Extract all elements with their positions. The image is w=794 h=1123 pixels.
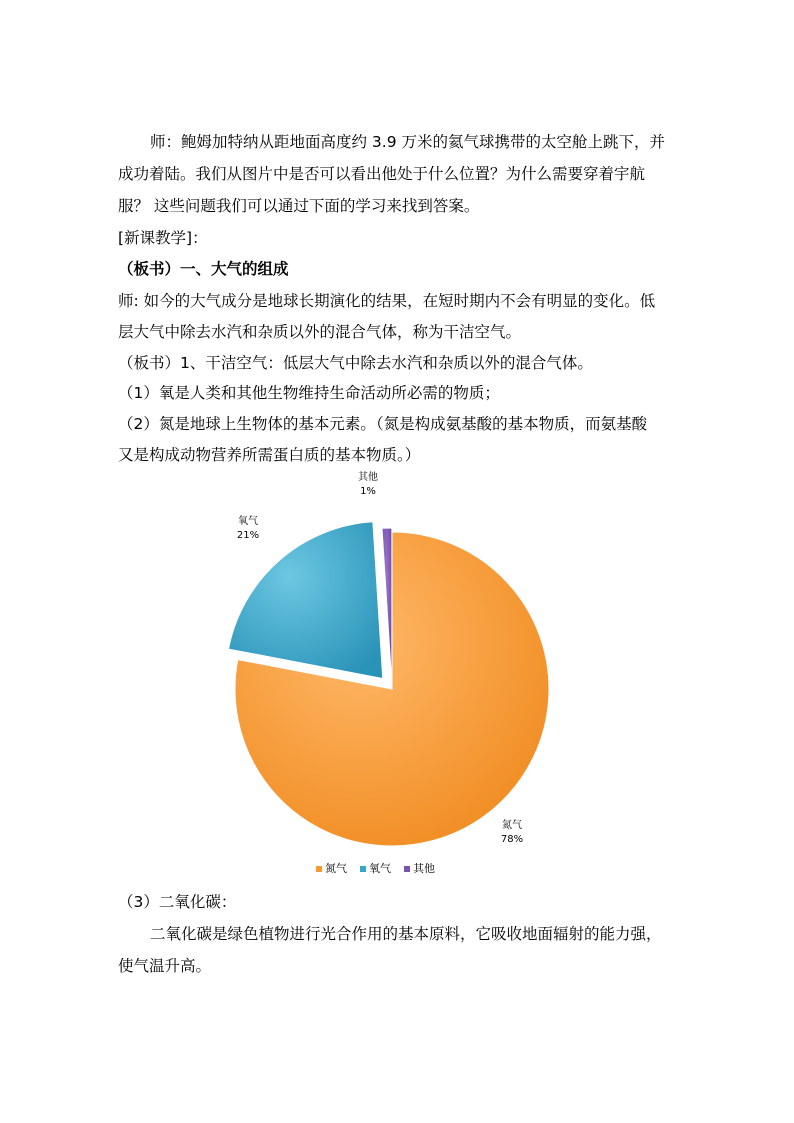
- legend-swatch-0: [316, 866, 322, 872]
- list-item-3: （3）二氧化碳：: [118, 893, 237, 911]
- legend-label-2: 其他: [413, 862, 435, 875]
- section-label: [新课教学]：: [118, 229, 208, 247]
- slice-name-label-1: 氧气: [238, 516, 258, 527]
- slice-name-label-2: 其他: [358, 472, 378, 483]
- section-heading: （板书）一、大气的组成: [118, 260, 289, 278]
- paragraph-line-2: 成功着陆。我们从图片中是否可以看出他处于什么位置？为什么需要穿着宇航: [118, 165, 646, 183]
- legend-swatch-2: [404, 866, 410, 872]
- list-item-2: （2）氮是地球上生物体的基本元素。（氮是构成氨基酸的基本物质，而氨基酸: [118, 415, 648, 433]
- pie-chart: [200, 468, 600, 888]
- list-item-1: （1）氧是人类和其他生物维持生命活动所必需的物质；: [118, 384, 500, 402]
- paragraph-line-6: 二氧化碳是绿色植物进行光合作用的基本原料，它吸收地面辐射的能力强，: [150, 925, 662, 943]
- paragraph-line-3: 服？ 这些问题我们可以通过下面的学习来找到答案。: [118, 197, 480, 215]
- slice-value-label-2: 1%: [360, 486, 376, 497]
- slice-name-label-0: 氮气: [502, 820, 522, 831]
- paragraph-line-1: 师：鲍姆加特纳从距地面高度约 3.9 万米的氦气球携带的太空舱上跳下，并: [150, 133, 666, 151]
- pie-slice-1: [229, 522, 383, 679]
- board-note: （板书）1、干洁空气：低层大气中除去水汽和杂质以外的混合气体。: [118, 354, 593, 372]
- paragraph-line-5: 层大气中除去水汽和杂质以外的混合气体，称为干洁空气。: [118, 323, 522, 341]
- legend-label-0: 氮气: [325, 862, 347, 875]
- paragraph-line-7: 使气温升高。: [118, 957, 212, 975]
- list-item-2-cont: 又是构成动物营养所需蛋白质的基本物质。）: [118, 446, 421, 464]
- legend-swatch-1: [360, 866, 366, 872]
- pie-slice-2: [382, 528, 392, 685]
- slice-value-label-1: 21%: [236, 530, 260, 541]
- paragraph-line-4: 师: 如今的大气成分是地球长期演化的结果，在短时期内不会有明显的变化。低: [118, 292, 656, 310]
- slice-value-label-0: 78%: [500, 834, 524, 845]
- legend-label-1: 氧气: [369, 862, 391, 875]
- pie-chart-svg: [200, 468, 600, 888]
